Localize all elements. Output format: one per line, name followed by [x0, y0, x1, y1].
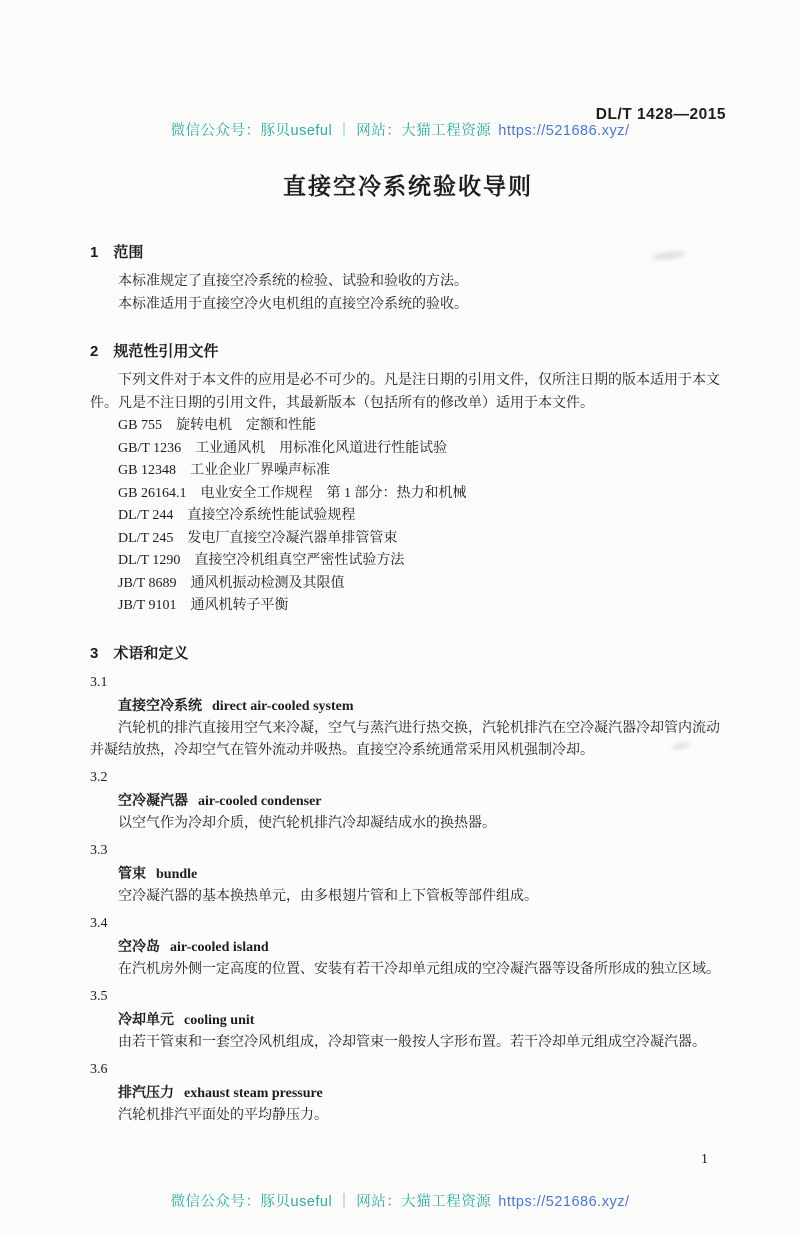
watermark-link: https://521686.xyz/ — [498, 123, 630, 139]
reference-item: GB 26164.1 电业安全工作规程 第 1 部分：热力和机械 — [118, 485, 467, 501]
term-block-3-6 — [90, 1059, 726, 1127]
term-number: 3.5 — [90, 988, 108, 1004]
term-definition: 以空气作为冷却介质，使汽轮机排汽冷却凝结成水的换热器。 — [118, 815, 496, 831]
watermark-bottom — [0, 1190, 800, 1211]
term-block-3-1 — [90, 672, 726, 762]
watermark-link: https://521686.xyz/ — [498, 1194, 630, 1210]
term-definition: 由若干管束和一套空冷风机组成，冷却管束一般按人字形布置。若干冷却单元组成空冷凝汽器。 — [118, 1034, 706, 1050]
term-block-3-5 — [90, 986, 726, 1054]
term-name-cn: 排汽压力 — [118, 1083, 174, 1100]
scanned-document-page — [0, 106, 800, 1235]
term-number: 3.1 — [90, 674, 108, 690]
term-title — [90, 789, 726, 813]
paragraph: 下列文件对于本文件的应用是必不可少的。凡是注日期的引用文件，仅所注日期的版本适用于本文件。凡是不注日期的引用文件，其最新版本（包括所有的修改单）适用于本文件。 — [90, 373, 720, 411]
section-heading-terms-definitions: 3 术语和定义 — [90, 644, 189, 662]
term-title — [90, 935, 726, 959]
watermark-text: 微信公众号：豚贝useful ｜ 网站：大猫工程资源 — [170, 1194, 492, 1210]
term-name-cn: 空冷岛 — [118, 937, 160, 954]
term-block-3-2 — [90, 767, 726, 835]
paragraph: 本标准适用于直接空冷火电机组的直接空冷系统的验收。 — [118, 296, 468, 312]
term-number: 3.4 — [90, 915, 108, 931]
document-title: 直接空冷系统验收导则 — [283, 173, 533, 199]
term-definition: 在汽机房外侧一定高度的位置、安装有若干冷却单元组成的空冷凝汽器等设备所形成的独立区域。 — [118, 961, 720, 977]
term-definition: 空冷凝汽器的基本换热单元，由多根翅片管和上下管板等部件组成。 — [118, 888, 538, 904]
term-block-3-3 — [90, 840, 726, 908]
section-heading-normative-references: 2 规范性引用文件 — [90, 343, 219, 360]
term-name-cn: 空冷凝汽器 — [118, 791, 188, 808]
term-name-en: exhaust steam pressure — [184, 1085, 323, 1101]
term-name-cn: 冷却单元 — [118, 1010, 174, 1027]
term-title — [90, 1008, 726, 1032]
term-definition: 汽轮机的排汽直接用空气来冷凝，空气与蒸汽进行热交换，汽轮机排汽在空冷凝汽器冷却管内流动并凝结放热，冷却空气在管外流动并吸热。直接空冷系统通常采用风机强制冷却。 — [90, 720, 720, 758]
reference-item: DL/T 244 直接空冷系统性能试验规程 — [118, 508, 356, 523]
reference-item: GB 12348 工业企业厂界噪声标准 — [118, 463, 330, 478]
reference-item: DL/T 245 发电厂直接空冷凝汽器单排管管束 — [118, 530, 398, 546]
term-name-cn: 管束 — [118, 864, 146, 881]
term-name-en: direct air-cooled system — [212, 698, 354, 714]
term-name-en: air-cooled condenser — [198, 793, 322, 809]
reference-item: JB/T 9101 通风机转子平衡 — [118, 598, 289, 613]
term-name-en: cooling unit — [184, 1012, 255, 1028]
watermark-top — [0, 119, 800, 140]
paragraph: 本标准规定了直接空冷系统的检验、试验和验收的方法。 — [118, 274, 468, 289]
standard-number: DL/T 1428—2015 — [595, 106, 726, 123]
reference-item: GB 755 旋转电机 定额和性能 — [118, 418, 316, 433]
reference-item: GB/T 1236 工业通风机 用标准化风道进行性能试验 — [118, 440, 448, 456]
watermark-text: 微信公众号：豚贝useful ｜ 网站：大猫工程资源 — [170, 123, 492, 139]
term-definition: 汽轮机排汽平面处的平均静压力。 — [118, 1107, 328, 1123]
term-number: 3.3 — [90, 842, 108, 858]
term-title — [90, 1081, 726, 1105]
term-number: 3.2 — [90, 769, 108, 785]
reference-item: DL/T 1290 直接空冷机组真空严密性试验方法 — [118, 553, 405, 568]
term-title — [90, 694, 726, 718]
term-title — [90, 862, 726, 886]
page-number: 1 — [701, 1152, 708, 1167]
term-block-3-4 — [90, 913, 726, 981]
term-number: 3.6 — [90, 1061, 108, 1077]
term-name-cn: 直接空冷系统 — [118, 696, 202, 713]
document-content — [0, 106, 800, 1127]
reference-item: JB/T 8689 通风机振动检测及其限值 — [118, 575, 345, 591]
term-name-en: air-cooled island — [170, 939, 269, 955]
section-heading-scope: 1 范围 — [90, 244, 144, 261]
term-name-en: bundle — [156, 866, 198, 882]
